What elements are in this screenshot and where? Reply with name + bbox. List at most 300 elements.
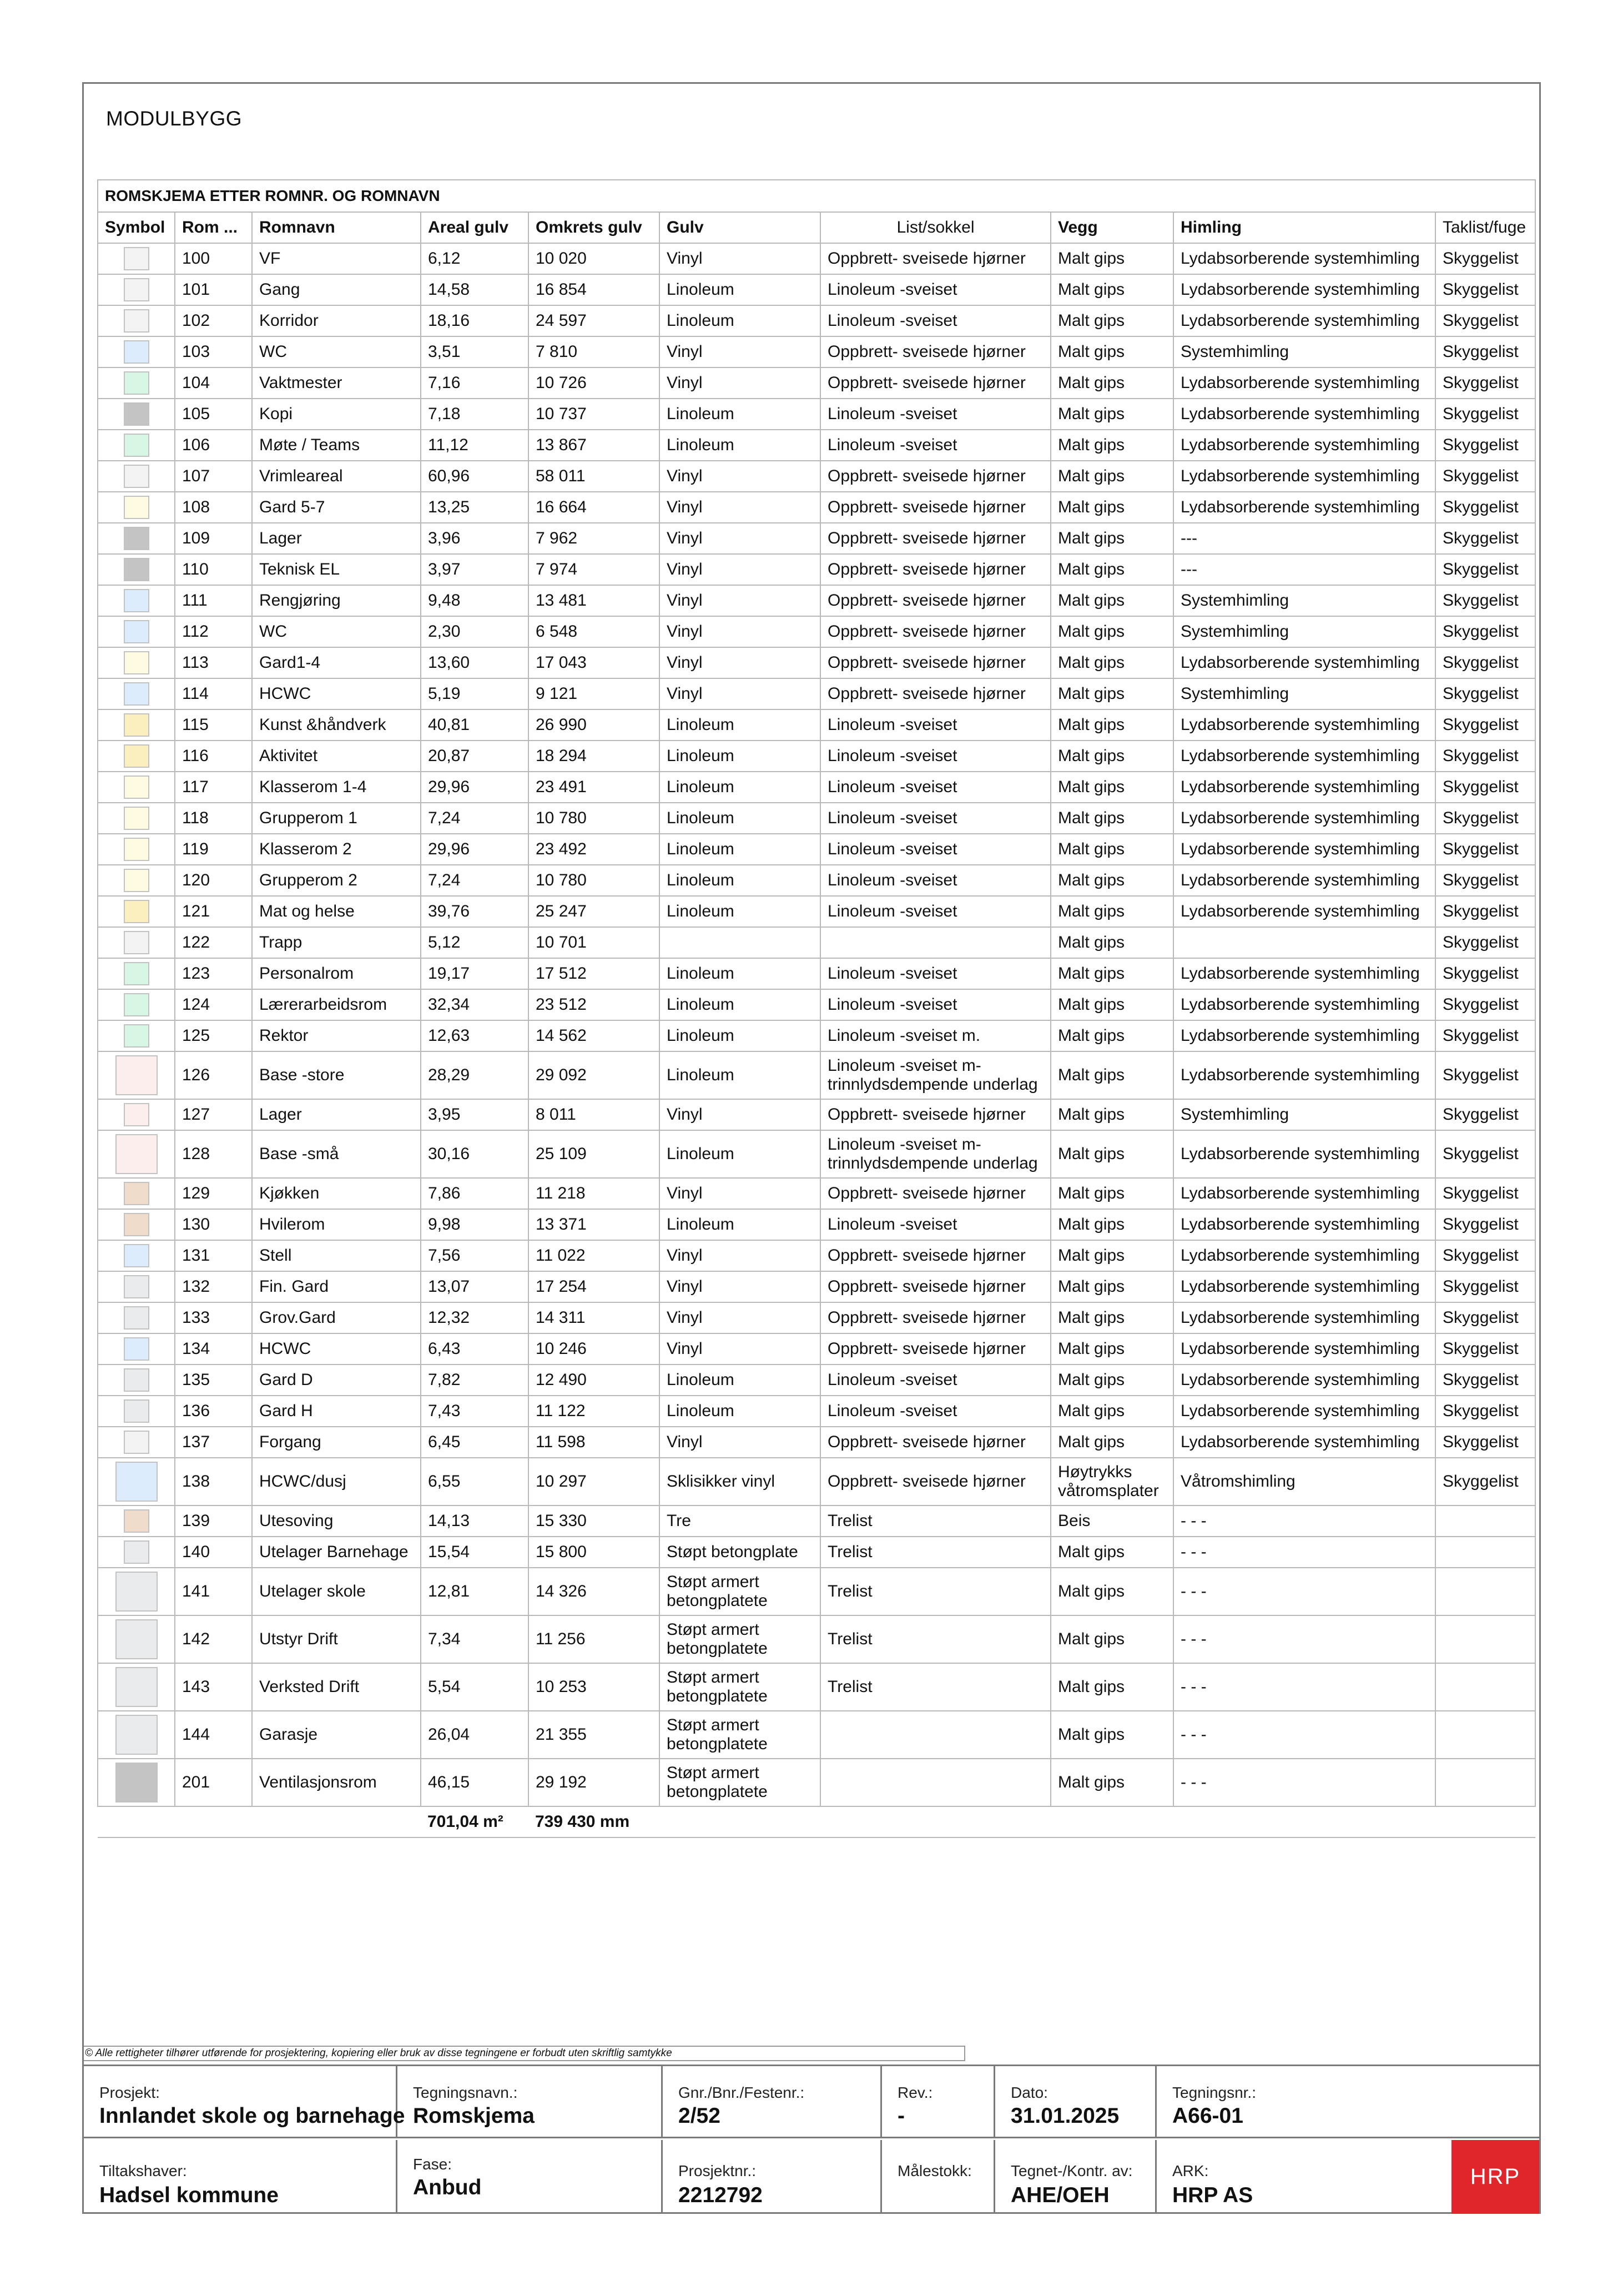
room-number: 144 [175, 1711, 252, 1759]
ceiling: --- [1173, 523, 1435, 554]
header-list: List/sokkel [820, 212, 1051, 243]
floor-finish: Sklisikker vinyl [659, 1458, 820, 1506]
wall-finish: Malt gips [1051, 1537, 1173, 1568]
floor-perimeter: 25 247 [528, 896, 659, 927]
room-symbol-cell [98, 865, 175, 896]
table-row [98, 1099, 1535, 1130]
floor-perimeter: 18 294 [528, 741, 659, 772]
room-number: 141 [175, 1568, 252, 1615]
property-cell [663, 2066, 882, 2137]
room-color-swatch [115, 1572, 158, 1612]
room-color-swatch [124, 1368, 149, 1392]
room-number: 123 [175, 958, 252, 989]
ceiling-trim: Skyggelist [1435, 678, 1535, 709]
sheet-heading: MODULBYGG [106, 107, 243, 130]
wall-finish: Malt gips [1051, 1333, 1173, 1364]
ceiling: Lydabsorberende systemhimling [1173, 1240, 1435, 1271]
wall-finish: Malt gips [1051, 1711, 1173, 1759]
ceiling: Lydabsorberende systemhimling [1173, 492, 1435, 523]
floor-finish: Vinyl [659, 523, 820, 554]
ceiling-trim: Skyggelist [1435, 1302, 1535, 1333]
table-row [98, 958, 1535, 989]
wall-finish: Malt gips [1051, 336, 1173, 367]
floor-finish: Linoleum [659, 305, 820, 336]
table-row [98, 336, 1535, 367]
table-row [98, 461, 1535, 492]
table-row [98, 927, 1535, 958]
floor-area: 18,16 [421, 305, 528, 336]
ceiling-trim: Skyggelist [1435, 616, 1535, 647]
floor-area: 7,43 [421, 1396, 528, 1427]
skirting: Linoleum -sveiset [820, 1209, 1051, 1240]
room-color-swatch [115, 1055, 158, 1095]
room-name: Klasserom 1-4 [252, 772, 421, 803]
floor-perimeter: 12 490 [528, 1364, 659, 1396]
room-symbol-cell [98, 399, 175, 430]
project-value: Innlandet skole og barnehage [99, 2104, 405, 2128]
room-symbol-cell [98, 1615, 175, 1663]
ceiling-trim: Skyggelist [1435, 1458, 1535, 1506]
table-row [98, 709, 1535, 741]
floor-area: 29,96 [421, 834, 528, 865]
floor-area: 46,15 [421, 1759, 528, 1806]
floor-area: 26,04 [421, 1711, 528, 1759]
skirting: Linoleum -sveiset [820, 989, 1051, 1020]
room-color-swatch [124, 776, 149, 799]
ceiling: Lydabsorberende systemhimling [1173, 834, 1435, 865]
floor-finish: Linoleum [659, 430, 820, 461]
floor-perimeter: 24 597 [528, 305, 659, 336]
room-color-swatch [124, 589, 149, 612]
room-color-swatch [115, 1134, 158, 1174]
ceiling-trim [1435, 1537, 1535, 1568]
floor-finish: Linoleum [659, 1130, 820, 1178]
floor-area: 13,60 [421, 647, 528, 678]
ceiling: Lydabsorberende systemhimling [1173, 741, 1435, 772]
floor-perimeter: 7 974 [528, 554, 659, 585]
ceiling-trim: Skyggelist [1435, 803, 1535, 834]
skirting: Oppbrett- sveisede hjørner [820, 461, 1051, 492]
room-color-swatch [124, 807, 149, 830]
ceiling-trim: Skyggelist [1435, 461, 1535, 492]
floor-area: 11,12 [421, 430, 528, 461]
architect-value: HRP AS [1172, 2183, 1253, 2207]
floor-finish: Linoleum [659, 834, 820, 865]
room-number: 118 [175, 803, 252, 834]
room-symbol-cell [98, 678, 175, 709]
skirting: Oppbrett- sveisede hjørner [820, 1427, 1051, 1458]
wall-finish: Malt gips [1051, 1615, 1173, 1663]
skirting: Trelist [820, 1568, 1051, 1615]
wall-finish: Malt gips [1051, 1240, 1173, 1271]
wall-finish: Malt gips [1051, 772, 1173, 803]
ceiling: Lydabsorberende systemhimling [1173, 865, 1435, 896]
floor-finish: Linoleum [659, 896, 820, 927]
wall-finish: Malt gips [1051, 1051, 1173, 1099]
floor-finish: Linoleum [659, 274, 820, 305]
ceiling: Lydabsorberende systemhimling [1173, 1130, 1435, 1178]
room-name: Utesoving [252, 1506, 421, 1537]
wall-finish: Malt gips [1051, 367, 1173, 399]
wall-finish: Malt gips [1051, 958, 1173, 989]
floor-perimeter: 14 562 [528, 1020, 659, 1051]
floor-perimeter: 10 701 [528, 927, 659, 958]
room-color-swatch [124, 1399, 149, 1423]
ceiling [1173, 927, 1435, 958]
table-row [98, 274, 1535, 305]
wall-finish: Malt gips [1051, 989, 1173, 1020]
floor-area: 30,16 [421, 1130, 528, 1178]
ceiling-trim [1435, 1663, 1535, 1711]
floor-area: 6,55 [421, 1458, 528, 1506]
room-name: HCWC [252, 678, 421, 709]
table-row [98, 1271, 1535, 1302]
header-rom: Rom ... [175, 212, 252, 243]
room-name: Garasje [252, 1711, 421, 1759]
ceiling-trim: Skyggelist [1435, 336, 1535, 367]
floor-finish: Støpt armert betongplatete [659, 1663, 820, 1711]
ceiling-trim: Skyggelist [1435, 865, 1535, 896]
room-color-swatch [124, 993, 149, 1016]
room-name: Grupperom 1 [252, 803, 421, 834]
floor-area: 7,24 [421, 803, 528, 834]
skirting: Linoleum -sveiset m. [820, 1020, 1051, 1051]
floor-finish: Støpt armert betongplatete [659, 1711, 820, 1759]
room-symbol-cell [98, 1506, 175, 1537]
ceiling-trim: Skyggelist [1435, 523, 1535, 554]
room-name: Gard H [252, 1396, 421, 1427]
drawn-by-cell [995, 2140, 1157, 2212]
table-row [98, 1615, 1535, 1663]
hrp-logo [1451, 2140, 1539, 2214]
ceiling-trim [1435, 1759, 1535, 1806]
ceiling-trim: Skyggelist [1435, 1396, 1535, 1427]
room-name: Gard 5-7 [252, 492, 421, 523]
floor-finish: Linoleum [659, 399, 820, 430]
client-label: Tiltakshaver: [99, 2162, 187, 2179]
room-number: 108 [175, 492, 252, 523]
skirting [820, 1759, 1051, 1806]
phase-value: Anbud [413, 2176, 482, 2199]
floor-finish: Vinyl [659, 461, 820, 492]
skirting: Linoleum -sveiset [820, 399, 1051, 430]
floor-finish: Vinyl [659, 336, 820, 367]
ceiling-trim: Skyggelist [1435, 741, 1535, 772]
table-row [98, 1663, 1535, 1711]
room-color-swatch [124, 309, 149, 333]
room-number: 124 [175, 989, 252, 1020]
room-name: Vrimleareal [252, 461, 421, 492]
ceiling: Lydabsorberende systemhimling [1173, 1178, 1435, 1209]
ceiling-trim: Skyggelist [1435, 274, 1535, 305]
room-number: 112 [175, 616, 252, 647]
room-symbol-cell [98, 336, 175, 367]
wall-finish: Malt gips [1051, 1759, 1173, 1806]
floor-area: 32,34 [421, 989, 528, 1020]
wall-finish: Malt gips [1051, 834, 1173, 865]
ceiling: Lydabsorberende systemhimling [1173, 1271, 1435, 1302]
room-color-swatch [124, 620, 149, 643]
ceiling: Lydabsorberende systemhimling [1173, 896, 1435, 927]
room-symbol-cell [98, 1711, 175, 1759]
room-color-swatch [124, 558, 149, 581]
header-areal: Areal gulv [421, 212, 528, 243]
room-color-swatch [115, 1619, 158, 1659]
drawing-name-value: Romskjema [413, 2104, 535, 2128]
table-row [98, 399, 1535, 430]
floor-perimeter: 14 311 [528, 1302, 659, 1333]
skirting: Linoleum -sveiset [820, 305, 1051, 336]
room-color-swatch [124, 931, 149, 954]
table-row [98, 367, 1535, 399]
room-color-swatch [115, 1462, 158, 1502]
ceiling: - - - [1173, 1663, 1435, 1711]
floor-perimeter: 11 022 [528, 1240, 659, 1271]
room-number: 105 [175, 399, 252, 430]
room-symbol-cell [98, 1209, 175, 1240]
hrp-logo-text: HRP [1470, 2164, 1521, 2189]
room-name: Lager [252, 1099, 421, 1130]
floor-area: 3,95 [421, 1099, 528, 1130]
skirting: Linoleum -sveiset [820, 803, 1051, 834]
ceiling: Lydabsorberende systemhimling [1173, 989, 1435, 1020]
room-schedule-table [97, 179, 1536, 1838]
ceiling-trim: Skyggelist [1435, 585, 1535, 616]
floor-area: 6,45 [421, 1427, 528, 1458]
floor-perimeter: 15 800 [528, 1537, 659, 1568]
room-name: WC [252, 616, 421, 647]
floor-finish: Linoleum [659, 1364, 820, 1396]
table-row [98, 1759, 1535, 1806]
room-symbol-cell [98, 1020, 175, 1051]
floor-area: 12,32 [421, 1302, 528, 1333]
floor-area: 28,29 [421, 1051, 528, 1099]
room-color-swatch [124, 1213, 149, 1236]
skirting: Linoleum -sveiset [820, 772, 1051, 803]
table-body [98, 243, 1535, 1806]
ceiling-trim: Skyggelist [1435, 1240, 1535, 1271]
floor-finish: Vinyl [659, 1302, 820, 1333]
room-name: WC [252, 336, 421, 367]
skirting: Oppbrett- sveisede hjørner [820, 1178, 1051, 1209]
table-row [98, 647, 1535, 678]
skirting: Oppbrett- sveisede hjørner [820, 1333, 1051, 1364]
ceiling: Systemhimling [1173, 585, 1435, 616]
floor-finish: Vinyl [659, 585, 820, 616]
table-row [98, 989, 1535, 1020]
table-row [98, 865, 1535, 896]
floor-perimeter: 9 121 [528, 678, 659, 709]
table-row [98, 554, 1535, 585]
ceiling: Lydabsorberende systemhimling [1173, 1364, 1435, 1396]
room-number: 116 [175, 741, 252, 772]
room-symbol-cell [98, 1364, 175, 1396]
table-row [98, 1240, 1535, 1271]
floor-finish: Støpt armert betongplatete [659, 1568, 820, 1615]
room-color-swatch [124, 651, 149, 674]
room-symbol-cell [98, 989, 175, 1020]
ceiling: Lydabsorberende systemhimling [1173, 1209, 1435, 1240]
room-color-swatch [124, 962, 149, 985]
floor-perimeter: 11 256 [528, 1615, 659, 1663]
wall-finish: Malt gips [1051, 1396, 1173, 1427]
floor-area: 14,13 [421, 1506, 528, 1537]
room-name: Vaktmester [252, 367, 421, 399]
room-symbol-cell [98, 430, 175, 461]
room-name: Utelager skole [252, 1568, 421, 1615]
skirting: Linoleum -sveiset [820, 741, 1051, 772]
ceiling: Lydabsorberende systemhimling [1173, 1333, 1435, 1364]
room-number: 121 [175, 896, 252, 927]
skirting [820, 927, 1051, 958]
skirting: Linoleum -sveiset [820, 865, 1051, 896]
header-symbol: Symbol [98, 212, 175, 243]
room-color-swatch [115, 1763, 158, 1802]
table-row [98, 772, 1535, 803]
ceiling: - - - [1173, 1506, 1435, 1537]
room-number: 130 [175, 1209, 252, 1240]
room-name: Aktivitet [252, 741, 421, 772]
floor-perimeter: 7 962 [528, 523, 659, 554]
table-row [98, 1302, 1535, 1333]
room-name: Base -store [252, 1051, 421, 1099]
ceiling-trim: Skyggelist [1435, 367, 1535, 399]
wall-finish: Malt gips [1051, 1663, 1173, 1711]
room-name: Klasserom 2 [252, 834, 421, 865]
room-color-swatch [124, 1182, 149, 1205]
table-row [98, 1130, 1535, 1178]
floor-area: 7,56 [421, 1240, 528, 1271]
room-symbol-cell [98, 958, 175, 989]
architect-label: ARK: [1172, 2162, 1209, 2179]
room-symbol-cell [98, 367, 175, 399]
room-name: Rektor [252, 1020, 421, 1051]
floor-area: 12,63 [421, 1020, 528, 1051]
ceiling: Systemhimling [1173, 336, 1435, 367]
ceiling-trim [1435, 1506, 1535, 1537]
wall-finish: Malt gips [1051, 1209, 1173, 1240]
copyright-notice: © Alle rettigheter tilhører utførende for prosjektering, kopiering eller bruk av disse tegningene er forbudt uten skriftlig samtykke [84, 2046, 965, 2061]
skirting: Oppbrett- sveisede hjørner [820, 336, 1051, 367]
room-name: Hvilerom [252, 1209, 421, 1240]
floor-perimeter: 13 481 [528, 585, 659, 616]
wall-finish: Malt gips [1051, 1099, 1173, 1130]
room-number: 132 [175, 1271, 252, 1302]
ceiling-trim [1435, 1615, 1535, 1663]
floor-finish: Støpt betongplate [659, 1537, 820, 1568]
floor-perimeter: 16 664 [528, 492, 659, 523]
wall-finish: Beis [1051, 1506, 1173, 1537]
floor-finish: Linoleum [659, 865, 820, 896]
room-name: Gard1-4 [252, 647, 421, 678]
skirting: Linoleum -sveiset [820, 274, 1051, 305]
skirting: Linoleum -sveiset m-trinnlydsdempende underlag [820, 1130, 1051, 1178]
total-perimeter: 739 430 mm [528, 1806, 659, 1837]
room-color-swatch [124, 900, 149, 923]
floor-area: 3,51 [421, 336, 528, 367]
table-row [98, 1458, 1535, 1506]
room-number: 119 [175, 834, 252, 865]
ceiling: Våtromshimling [1173, 1458, 1435, 1506]
floor-perimeter: 10 253 [528, 1663, 659, 1711]
table-row [98, 492, 1535, 523]
room-number: 126 [175, 1051, 252, 1099]
wall-finish: Malt gips [1051, 305, 1173, 336]
room-number: 129 [175, 1178, 252, 1209]
room-number: 114 [175, 678, 252, 709]
room-number: 128 [175, 1130, 252, 1178]
room-color-swatch [124, 402, 149, 426]
table-row [98, 1051, 1535, 1099]
room-number: 125 [175, 1020, 252, 1051]
floor-perimeter: 15 330 [528, 1506, 659, 1537]
floor-area: 7,16 [421, 367, 528, 399]
total-area: 701,04 m² [421, 1806, 528, 1837]
skirting: Oppbrett- sveisede hjørner [820, 1302, 1051, 1333]
room-name: Fin. Gard [252, 1271, 421, 1302]
drawing-number-value: A66-01 [1172, 2104, 1243, 2128]
room-symbol-cell [98, 1178, 175, 1209]
room-color-swatch [124, 465, 149, 488]
ceiling-trim: Skyggelist [1435, 709, 1535, 741]
skirting: Oppbrett- sveisede hjørner [820, 1240, 1051, 1271]
header-taklist: Taklist/fuge [1435, 212, 1535, 243]
skirting: Oppbrett- sveisede hjørner [820, 554, 1051, 585]
ceiling: Lydabsorberende systemhimling [1173, 958, 1435, 989]
table-row [98, 1364, 1535, 1396]
ceiling: --- [1173, 554, 1435, 585]
room-symbol-cell [98, 1568, 175, 1615]
floor-finish: Vinyl [659, 1240, 820, 1271]
ceiling: - - - [1173, 1759, 1435, 1806]
floor-perimeter: 11 122 [528, 1396, 659, 1427]
client-cell [84, 2140, 397, 2212]
wall-finish: Malt gips [1051, 461, 1173, 492]
room-name: Stell [252, 1240, 421, 1271]
table-row [98, 1020, 1535, 1051]
room-name: Korridor [252, 305, 421, 336]
room-color-swatch [124, 682, 149, 706]
room-symbol-cell [98, 616, 175, 647]
floor-perimeter: 16 854 [528, 274, 659, 305]
wall-finish: Malt gips [1051, 803, 1173, 834]
ceiling: Systemhimling [1173, 616, 1435, 647]
floor-area: 9,48 [421, 585, 528, 616]
floor-finish: Linoleum [659, 958, 820, 989]
scale-label: Målestokk: [898, 2162, 972, 2179]
room-symbol-cell [98, 1458, 175, 1506]
room-name: Kjøkken [252, 1178, 421, 1209]
room-color-swatch [124, 1509, 149, 1533]
floor-area: 19,17 [421, 958, 528, 989]
skirting: Oppbrett- sveisede hjørner [820, 616, 1051, 647]
ceiling-trim: Skyggelist [1435, 492, 1535, 523]
floor-perimeter: 29 092 [528, 1051, 659, 1099]
floor-perimeter: 23 492 [528, 834, 659, 865]
wall-finish: Malt gips [1051, 1178, 1173, 1209]
skirting: Trelist [820, 1537, 1051, 1568]
floor-area: 39,76 [421, 896, 528, 927]
client-value: Hadsel kommune [99, 2183, 279, 2207]
floor-area: 7,82 [421, 1364, 528, 1396]
room-symbol-cell [98, 1302, 175, 1333]
floor-area: 14,58 [421, 274, 528, 305]
room-number: 136 [175, 1396, 252, 1427]
table-row [98, 1178, 1535, 1209]
wall-finish: Malt gips [1051, 274, 1173, 305]
floor-finish: Vinyl [659, 1178, 820, 1209]
room-color-swatch [124, 496, 149, 519]
